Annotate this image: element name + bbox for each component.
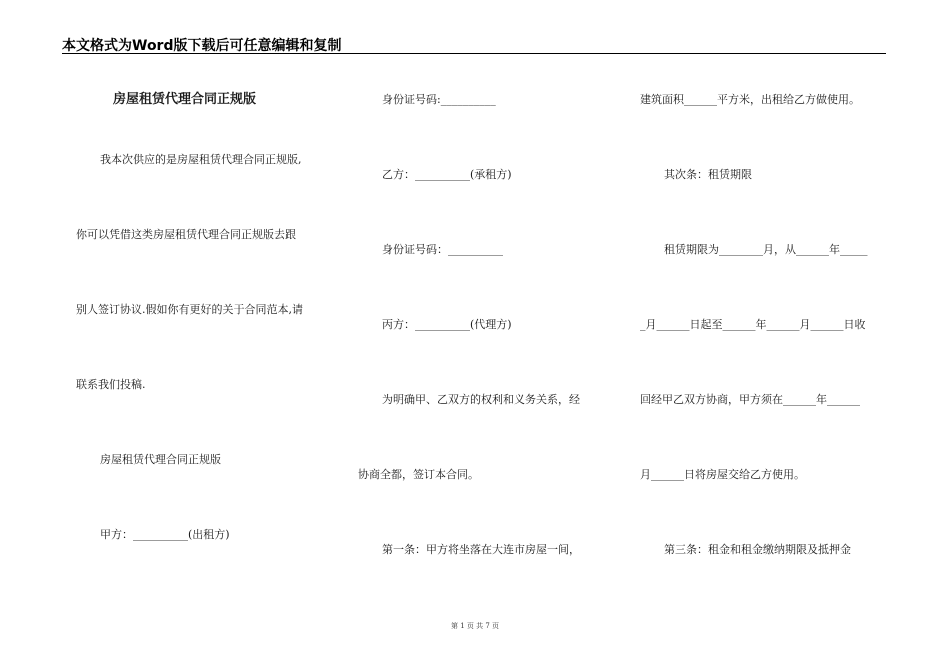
intro-line-1: 我本次供应的是房屋租赁代理合同正规版, [100,153,302,166]
contract-title: 房屋租赁代理合同正规版 [113,92,257,107]
id-number-line-1: 身份证号码:__________ [382,93,496,106]
document-header-title: 本文格式为Word版下载后可任意编辑和复制 [62,38,342,54]
party-b-line: 乙方：__________(承租方) [382,168,512,181]
page-number-footer: 第 1 页 共 7 页 [450,622,500,630]
area-line: 建筑面积______平方米，出租给乙方做使用。 [640,93,860,106]
party-a-line: 甲方：__________(出租方) [100,528,230,541]
term-line-1: 租赁期限为________月，从______年_____ [664,243,868,256]
header-divider [62,53,886,54]
party-c-line: 丙方：__________(代理方) [382,318,512,331]
intro-line-4: 联系我们投稿. [76,378,146,391]
article-2-heading: 其次条：租赁期限 [664,168,752,181]
intro-line-3: 别人签订协议.假如你有更好的关于合同范本,请 [76,303,303,316]
term-line-4: 月______日将房屋交给乙方使用。 [640,468,805,481]
article-1-line: 第一条：甲方将坐落在大连市房屋一间， [382,543,580,556]
article-3-heading: 第三条：租金和租金缴纳期限及抵押金 [664,543,851,556]
subtitle-line: 房屋租赁代理合同正规版 [100,453,221,466]
term-line-2: _月______日起至______年______月______日收 [640,318,866,331]
id-number-line-2: 身份证号码：__________ [382,243,503,256]
intro-line-2: 你可以凭借这类房屋租赁代理合同正规版去跟 [76,228,296,241]
term-line-3: 回经甲乙双方协商，甲方须在______年______ [640,393,860,406]
purpose-line-1: 为明确甲、乙双方的权利和义务关系，经 [382,393,580,406]
purpose-line-2: 协商全都，签订本合同。 [358,468,479,481]
